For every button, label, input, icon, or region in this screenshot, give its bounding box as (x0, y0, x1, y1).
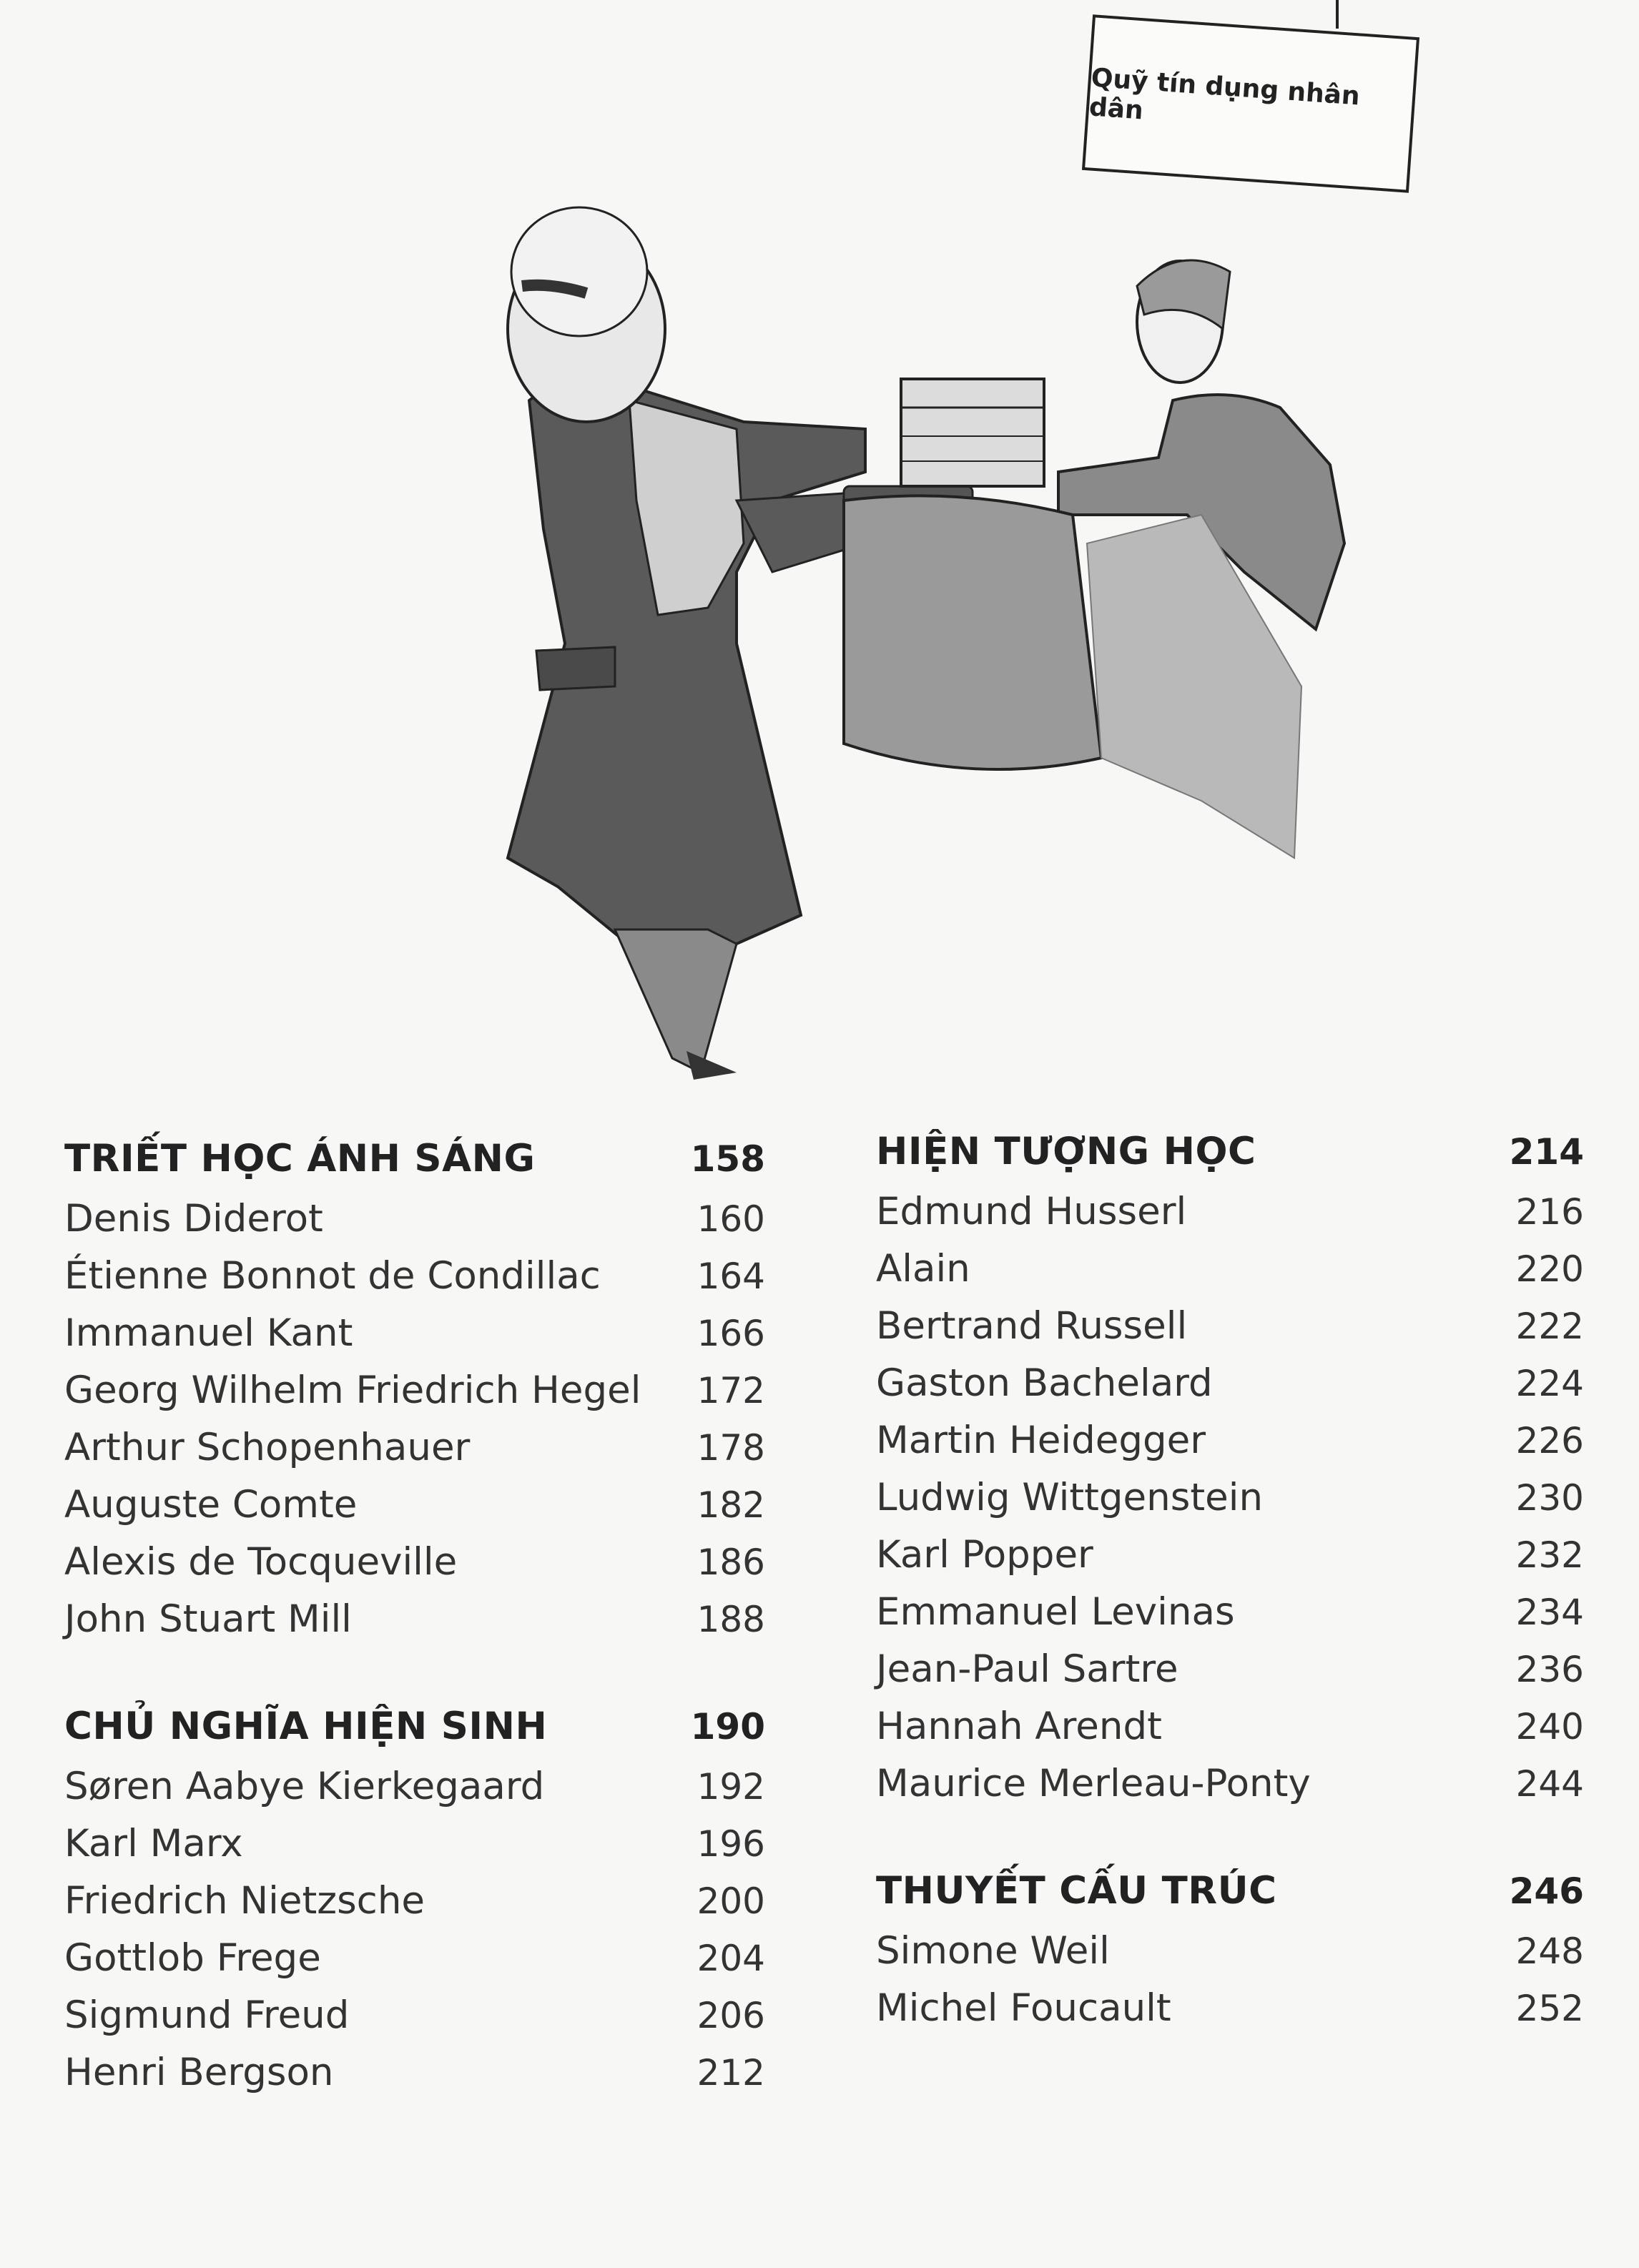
toc-entry (876, 1929, 1584, 1986)
entry-name: Edmund Husserl (876, 1190, 1187, 1233)
entry-page: 212 (697, 2052, 765, 2094)
toc-section (64, 1705, 765, 2108)
entry-name: Henri Bergson (64, 2051, 334, 2094)
entry-page: 188 (697, 1599, 765, 1640)
toc-entry (64, 1197, 765, 1254)
entry-name: Arthur Schopenhauer (64, 1426, 471, 1469)
entry-page: 200 (697, 1880, 765, 1922)
toc-entry (64, 1311, 765, 1369)
toc-entry (876, 1419, 1584, 1476)
toc-left-column (64, 1137, 765, 2158)
entry-name: Alexis de Tocqueville (64, 1540, 458, 1584)
entry-page: 240 (1515, 1706, 1584, 1747)
toc-entry (876, 1533, 1584, 1590)
entry-page: 244 (1515, 1763, 1584, 1805)
section-heading-row (64, 1137, 765, 1197)
toc-entry (876, 1986, 1584, 2043)
entry-page: 234 (1515, 1592, 1584, 1633)
entry-name: John Stuart Mill (64, 1597, 352, 1641)
bank-sign (1082, 14, 1419, 192)
entry-name: Bertrand Russell (876, 1304, 1188, 1348)
entry-page: 160 (697, 1198, 765, 1240)
toc-entry (64, 1879, 765, 1936)
entry-name: Søren Aabye Kierkegaard (64, 1765, 545, 1808)
entry-name: Ludwig Wittgenstein (876, 1476, 1264, 1519)
toc-entry (64, 1936, 765, 1993)
toc-entry (64, 1540, 765, 1597)
section-page: 214 (1509, 1131, 1584, 1173)
toc-entry (876, 1304, 1584, 1361)
toc-entry (64, 2051, 765, 2108)
entry-name: Immanuel Kant (64, 1311, 353, 1355)
entry-name: Martin Heidegger (876, 1419, 1206, 1462)
entry-page: 230 (1515, 1477, 1584, 1519)
entry-page: 224 (1515, 1363, 1584, 1404)
bank-sign-text: Quỹ tín dụng nhân dân (1088, 63, 1361, 126)
entry-name: Karl Popper (876, 1533, 1093, 1577)
toc-entry (64, 1765, 765, 1822)
entry-page: 166 (697, 1313, 765, 1354)
toc-entry (876, 1590, 1584, 1647)
entry-page: 252 (1515, 1988, 1584, 2029)
section-heading-row (64, 1705, 765, 1765)
section-page: 246 (1509, 1870, 1584, 1912)
toc-entry (64, 1369, 765, 1426)
entry-name: Auguste Comte (64, 1483, 358, 1527)
entry-name: Alain (876, 1247, 970, 1291)
toc-section (876, 1869, 1584, 2043)
entry-page: 186 (697, 1542, 765, 1583)
entry-page: 164 (697, 1256, 765, 1297)
entry-page: 248 (1515, 1931, 1584, 1972)
entry-name: Friedrich Nietzsche (64, 1879, 425, 1923)
toc-entry (64, 1822, 765, 1879)
toc-right-column (876, 1130, 1584, 2094)
toc-entry (64, 1426, 765, 1483)
entry-page: 232 (1515, 1534, 1584, 1576)
toc-entry (876, 1647, 1584, 1705)
section-title: TRIẾT HỌC ÁNH SÁNG (64, 1137, 536, 1180)
entry-name: Hannah Arendt (876, 1705, 1162, 1748)
entry-page: 226 (1515, 1420, 1584, 1461)
entry-page: 222 (1515, 1306, 1584, 1347)
entry-page: 236 (1515, 1649, 1584, 1690)
entry-name: Gaston Bachelard (876, 1361, 1213, 1405)
toc-entry (64, 1254, 765, 1311)
section-title: HIỆN TƯỢNG HỌC (876, 1130, 1256, 1173)
entry-name: Étienne Bonnot de Condillac (64, 1254, 601, 1298)
entry-page: 216 (1515, 1191, 1584, 1233)
toc-entry (876, 1190, 1584, 1247)
entry-name: Maurice Merleau-Ponty (876, 1762, 1311, 1805)
entry-page: 178 (697, 1427, 765, 1469)
section-heading-row (876, 1869, 1584, 1929)
entry-name: Jean-Paul Sartre (876, 1647, 1178, 1691)
entry-name: Karl Marx (64, 1822, 243, 1865)
toc-entry (876, 1476, 1584, 1533)
entry-name: Emmanuel Levinas (876, 1590, 1235, 1634)
toc-entry (64, 1597, 765, 1655)
toc-section (64, 1137, 765, 1655)
entry-page: 220 (1515, 1248, 1584, 1290)
toc-entry (876, 1705, 1584, 1762)
entry-page: 192 (697, 1766, 765, 1808)
section-page: 158 (690, 1138, 765, 1180)
section-page: 190 (690, 1706, 765, 1747)
toc-entry (876, 1762, 1584, 1819)
toc-entry (876, 1361, 1584, 1419)
section-heading-row (876, 1130, 1584, 1190)
entry-page: 172 (697, 1370, 765, 1411)
entry-page: 182 (697, 1484, 765, 1526)
toc-section (876, 1130, 1584, 1819)
entry-name: Gottlob Frege (64, 1936, 321, 1980)
entry-name: Sigmund Freud (64, 1993, 350, 2037)
entry-page: 206 (697, 1995, 765, 2036)
entry-page: 204 (697, 1938, 765, 1979)
entry-name: Denis Diderot (64, 1197, 323, 1241)
entry-page: 196 (697, 1823, 765, 1865)
section-title: THUYẾT CẤU TRÚC (876, 1869, 1277, 1913)
toc-entry (64, 1483, 765, 1540)
entry-name: Michel Foucault (876, 1986, 1171, 2030)
entry-name: Georg Wilhelm Friedrich Hegel (64, 1369, 641, 1412)
section-title: CHỦ NGHĨA HIỆN SINH (64, 1705, 548, 1748)
toc-entry (876, 1247, 1584, 1304)
entry-name: Simone Weil (876, 1929, 1110, 1973)
toc-entry (64, 1993, 765, 2051)
